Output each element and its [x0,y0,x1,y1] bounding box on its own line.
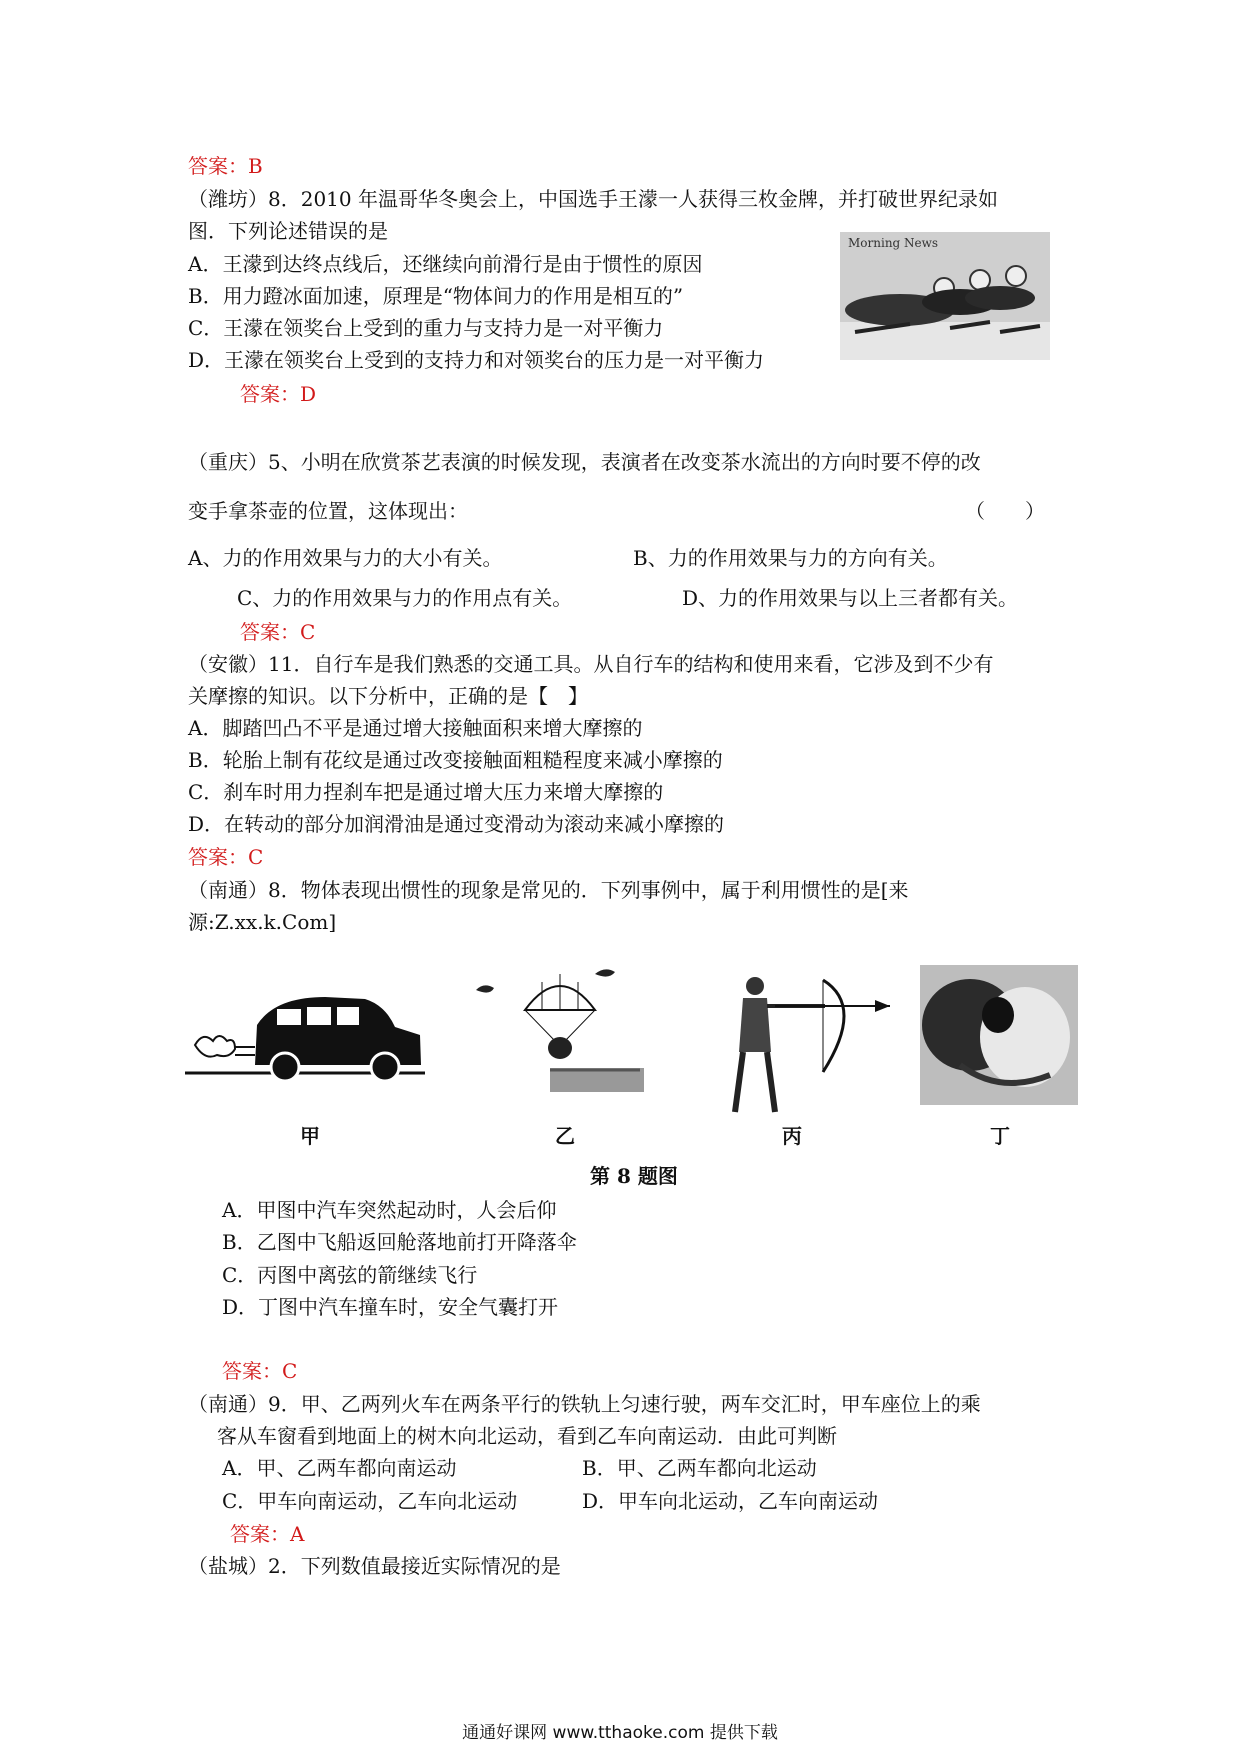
option-a: A．甲图中汽车突然起动时，人会后仰 [222,1198,557,1222]
option-d: D．在转动的部分加润滑油是通过变滑动为滚动来减小摩擦的 [188,812,725,836]
option-b: B、力的作用效果与力的方向有关。 [633,546,948,570]
question-stem: （潍坊）8．2010 年温哥华冬奥会上，中国选手王濛一人获得三枚金牌，并打破世界纪录如 [188,187,998,211]
option-a: A．王濛到达终点线后，还继续向前滑行是由于惯性的原因 [188,252,703,276]
figure-label-bing: 丙 [782,1124,802,1148]
figure-label-jia: 甲 [300,1124,320,1148]
answer-q0: 答案：B [188,154,263,178]
option-d: D．丁图中汽车撞车时，安全气囊打开 [222,1295,559,1319]
figure-caption: 第 8 题图 [590,1164,678,1188]
option-b: B．甲、乙两车都向北运动 [582,1456,817,1480]
question-stem: （南通）9．甲、乙两列火车在两条平行的铁轨上匀速行驶，两车交汇时，甲车座位上的乘 [188,1392,981,1416]
figure-label-ding: 丁 [990,1124,1010,1148]
answer-q5: 答案：A [230,1522,305,1546]
speed-skating-photo [840,232,1050,360]
option-a: A、力的作用效果与力的大小有关。 [188,546,503,570]
option-a: A．甲、乙两车都向南运动 [222,1456,457,1480]
parachute-icon [470,960,645,1095]
archer-figure [715,972,890,1122]
option-c: C．丙图中离弦的箭继续飞行 [222,1263,478,1287]
photo-caption: Morning News [848,236,939,250]
option-b: B．轮胎上制有花纹是通过改变接触面粗糙程度来减小摩擦的 [188,748,723,772]
option-d: D．王濛在领奖台上受到的支持力和对领奖台的压力是一对平衡力 [188,348,765,372]
skaters-icon [840,232,1050,360]
question-stem: 源:Z.xx.k.Com] [188,910,337,934]
answer-q1: 答案：D [240,382,317,406]
option-c: C．甲车向南运动，乙车向北运动 [222,1489,518,1513]
option-c: C．王濛在领奖台上受到的重力与支持力是一对平衡力 [188,316,664,340]
answer-q3: 答案：C [188,845,264,869]
question-stem: （南通）8．物体表现出惯性的现象是常见的．下列事例中，属于利用惯性的是[来 [188,878,909,902]
airbag-icon [920,965,1078,1105]
answer-q4: 答案：C [222,1359,298,1383]
figure-label-yi: 乙 [555,1124,575,1148]
option-b: B．乙图中飞船返回舱落地前打开降落伞 [222,1230,577,1254]
page-footer: 通通好课网 www.tthaoke.com 提供下载 [462,1723,778,1743]
option-b: B．用力蹬冰面加速，原理是“物体间力的作用是相互的” [188,284,684,308]
option-d: D．甲车向北运动，乙车向南运动 [582,1489,879,1513]
car-icon [185,985,425,1085]
archer-icon [715,972,890,1122]
car-figure [185,985,425,1085]
question-stem: （安徽）11．自行车是我们熟悉的交通工具。从自行车的结构和使用来看，它涉及到不少有 [188,652,994,676]
answer-q2: 答案：C [240,620,316,644]
option-a: A．脚踏凹凸不平是通过增大接触面积来增大摩擦的 [188,716,643,740]
answer-bracket: （ ） [965,499,1045,523]
question-stem: 变手拿茶壶的位置，这体现出： [188,499,468,523]
airbag-photo [920,965,1078,1105]
question-stem: 关摩擦的知识。以下分析中，正确的是【 】 [188,684,588,708]
option-d: D、力的作用效果与以上三者都有关。 [682,586,1019,610]
parachute-figure [470,960,645,1095]
question-stem: （重庆）5、小明在欣赏茶艺表演的时候发现，表演者在改变茶水流出的方向时要不停的改 [188,450,981,474]
question-stem: 客从车窗看到地面上的树木向北运动，看到乙车向南运动．由此可判断 [217,1424,837,1448]
question-stem: 图．下列论述错误的是 [188,219,388,243]
option-c: C、力的作用效果与力的作用点有关。 [237,586,573,610]
option-c: C．刹车时用力捏刹车把是通过增大压力来增大摩擦的 [188,780,664,804]
question-stem: （盐城）2．下列数值最接近实际情况的是 [188,1554,561,1578]
